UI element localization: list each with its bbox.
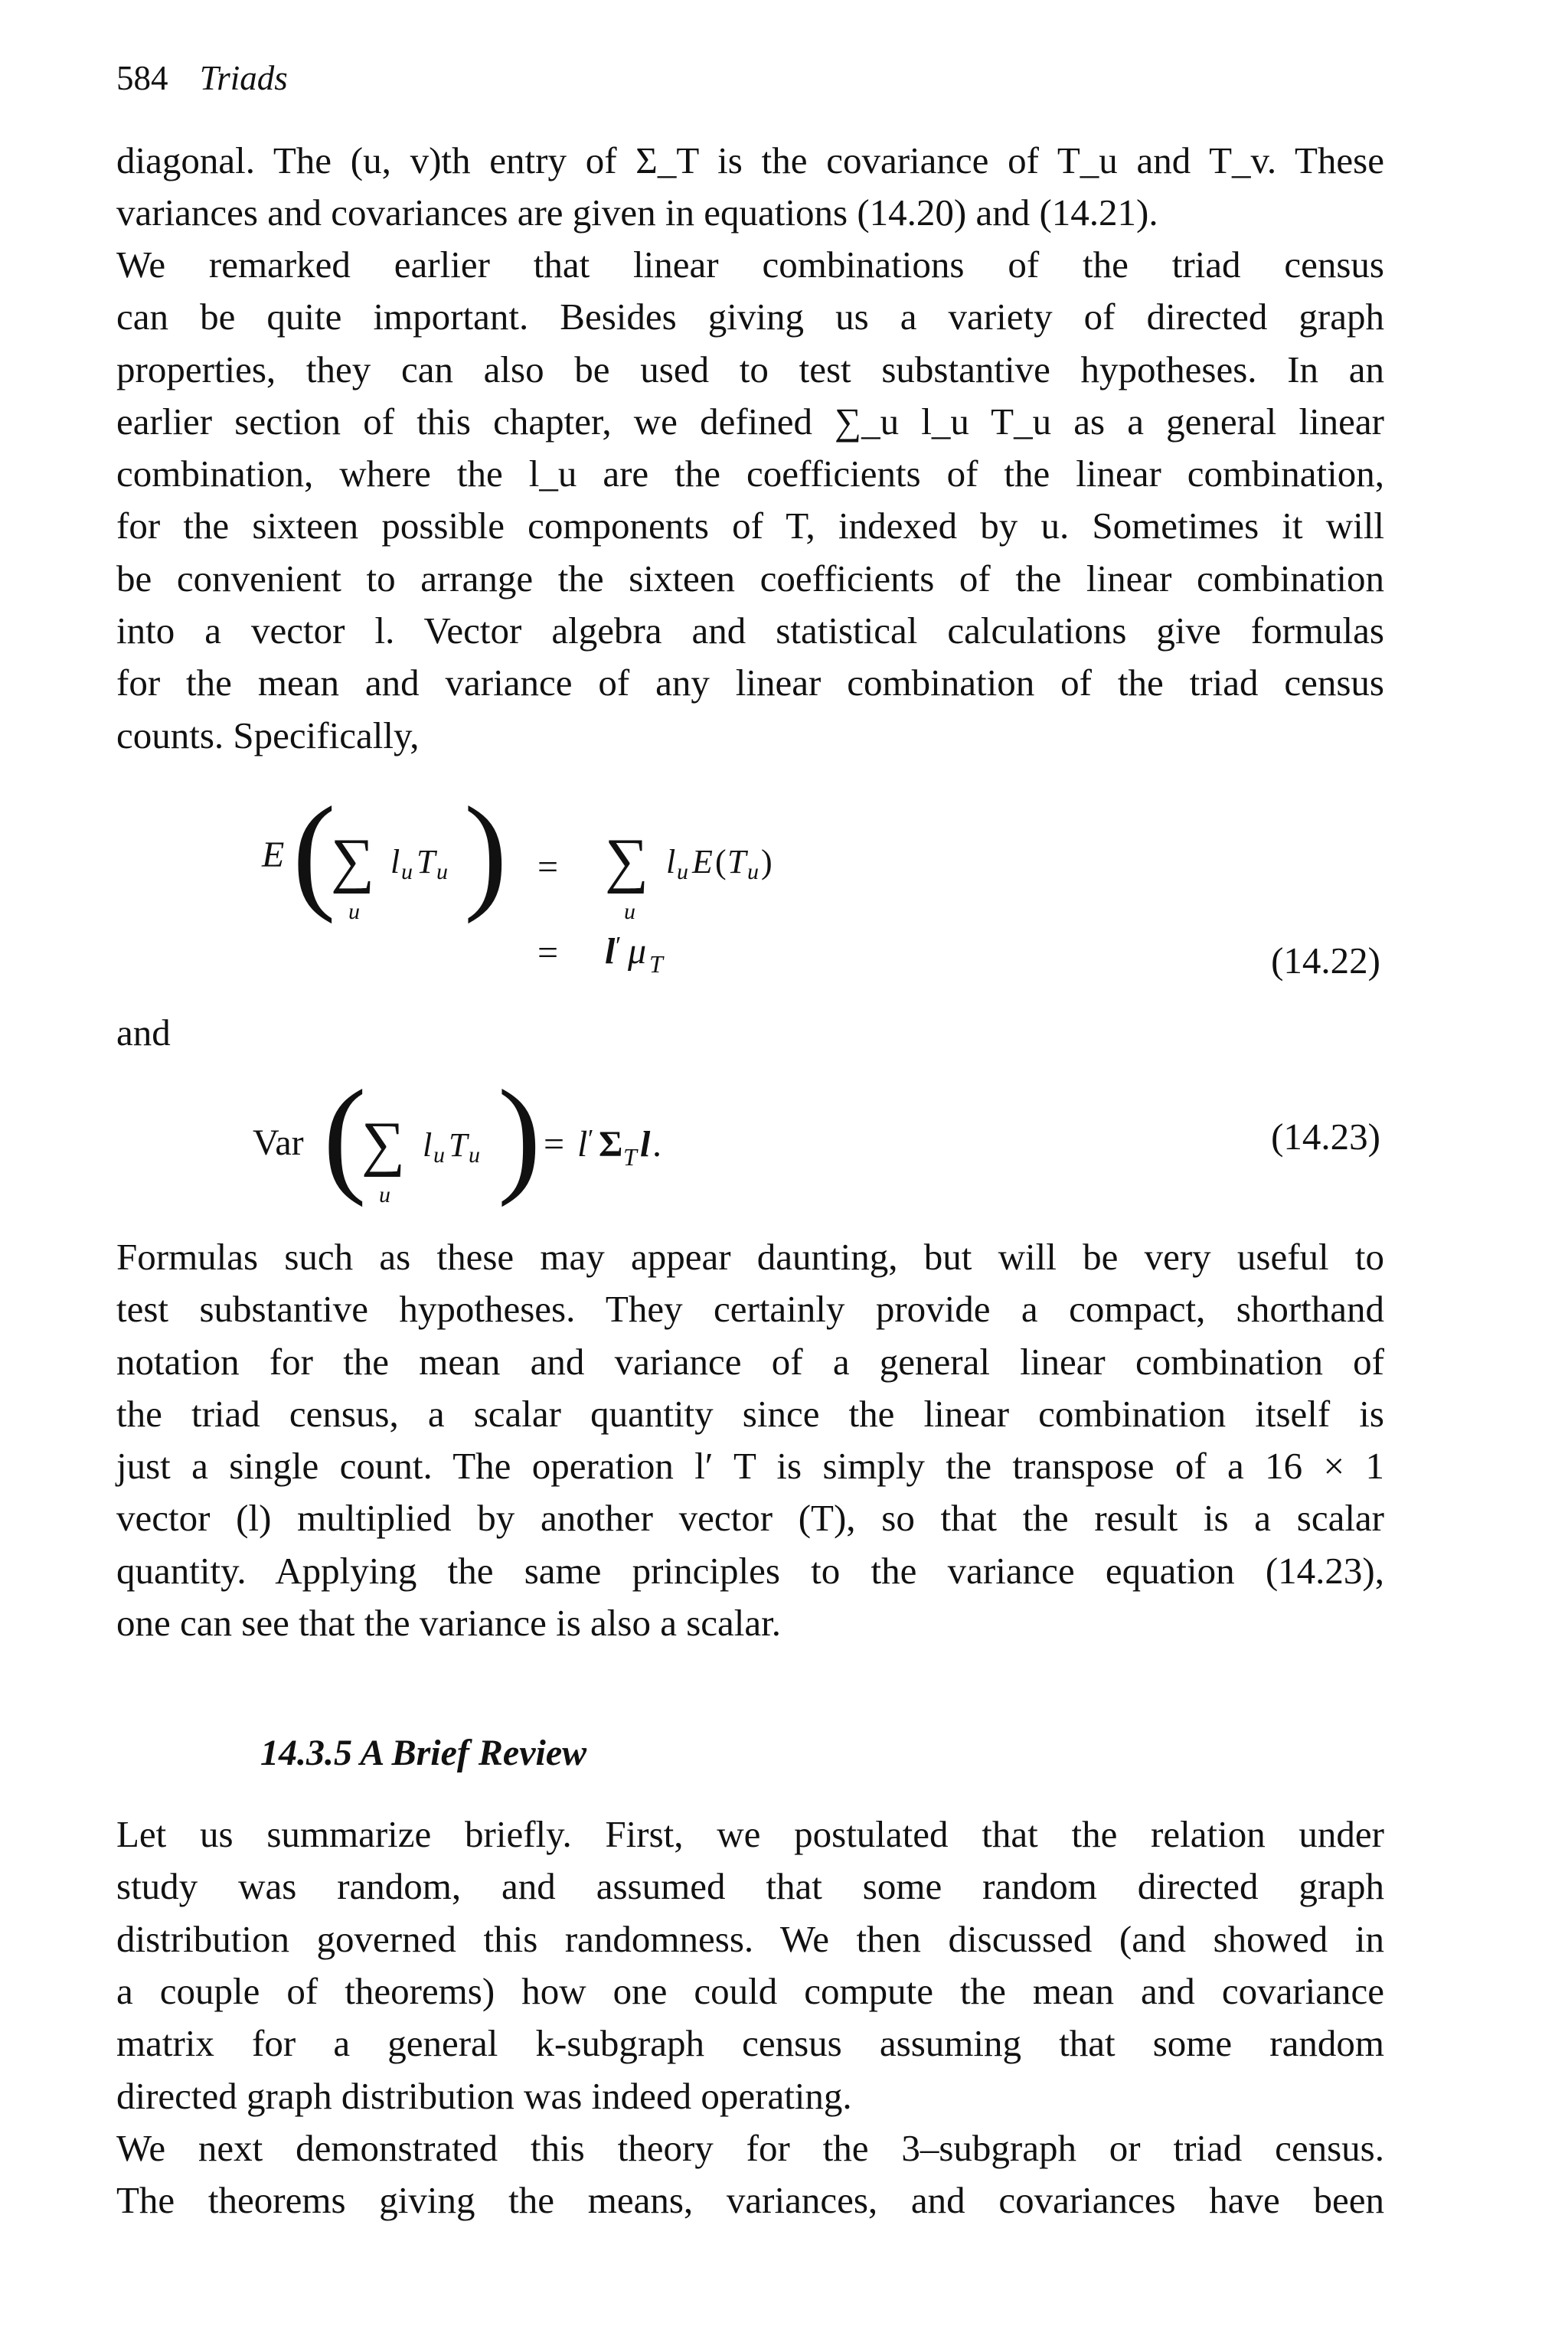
- svg-text:u: u: [624, 899, 635, 924]
- svg-text:∑: ∑: [605, 827, 649, 894]
- running-header: [116, 58, 288, 98]
- text-line: combination, where the l_u are the coefficients of the linear combination,: [116, 452, 1384, 495]
- text-line: study was random, and assumed that some random directed graph: [116, 1865, 1384, 1908]
- svg-text:=: =: [537, 847, 559, 887]
- svg-text:T: T: [727, 843, 746, 880]
- svg-text:u: u: [677, 859, 688, 884]
- text-line: for the sixteen possible components of T, indexed by u. Sometimes it will: [116, 505, 1384, 547]
- text-line: for the mean and variance of any linear combination of the triad census: [116, 662, 1384, 704]
- text-line: We next demonstrated this theory for the 3–subgraph or triad census.: [116, 2127, 1384, 2169]
- svg-text:l: l: [423, 1126, 433, 1164]
- paragraph-formulas-end: [116, 1597, 1384, 1649]
- paragraph-continued-end: [116, 187, 1384, 239]
- paragraph-summary: [116, 1808, 1384, 2070]
- svg-text:.: .: [652, 1124, 662, 1165]
- text-line: variances and covariances are given in equations (14.20) and (14.21).: [116, 191, 1158, 234]
- svg-text:l: l: [605, 931, 616, 972]
- svg-text:Σ: Σ: [599, 1124, 623, 1165]
- paragraph-continued: [116, 135, 1384, 187]
- svg-text:∑: ∑: [361, 1110, 406, 1178]
- text-line: just a single count. The operation l′ T is simply the transpose of a 16 × 1: [116, 1445, 1384, 1488]
- svg-text:u: u: [436, 859, 448, 884]
- text-line: vector (l) multiplied by another vector (T), so that the result is a scalar: [116, 1497, 1384, 1540]
- text-line: be convenient to arrange the sixteen coefficients of the linear combination: [116, 557, 1384, 600]
- text-line: The theorems giving the means, variances, and covariances have been: [116, 2179, 1384, 2222]
- svg-text:(: (: [715, 843, 727, 880]
- svg-text:′: ′: [616, 932, 622, 960]
- svg-text:′: ′: [588, 1125, 594, 1153]
- paragraph-next: [116, 2122, 1384, 2227]
- text-line: diagonal. The (u, v)th entry of Σ_T is the covariance of T_u and T_v. These: [116, 139, 1384, 181]
- text-line: can be quite important. Besides giving us a variety of directed graph: [116, 296, 1384, 338]
- sum-symbol: ∑: [331, 827, 375, 894]
- text-line: one can see that the variance is also a scalar.: [116, 1602, 781, 1644]
- connector-word: and: [116, 1011, 171, 1054]
- equation-14-23: [253, 1057, 1095, 1248]
- text-line: a couple of theorems) how one could compute the mean and covariance: [116, 1969, 1384, 2012]
- paragraph-linear-combinations-end: [116, 710, 1384, 762]
- paragraph-summary-end: [116, 2070, 1384, 2122]
- paragraph-formulas: [116, 1231, 1384, 1597]
- text-line: Formulas such as these may appear daunting, but will be very useful to: [116, 1236, 1384, 1278]
- svg-text:u: u: [433, 1142, 445, 1168]
- svg-text:): ): [498, 1063, 541, 1207]
- text-line: notation for the mean and variance of a general linear combination of: [116, 1340, 1384, 1383]
- svg-text:=: =: [544, 1124, 565, 1165]
- text-line: counts. Specifically,: [116, 714, 420, 756]
- page-number: 584: [116, 59, 168, 97]
- svg-text:l: l: [577, 1124, 588, 1165]
- svg-text:): ): [761, 843, 773, 880]
- svg-text:l: l: [640, 1124, 651, 1165]
- text-line: We remarked earlier that linear combinations of the triad census: [116, 243, 1384, 286]
- svg-text:u: u: [401, 859, 413, 884]
- svg-text:T: T: [623, 1143, 637, 1171]
- equation-number: (14.22): [1271, 939, 1380, 982]
- svg-text:T: T: [416, 843, 436, 880]
- svg-text:(: (: [323, 1063, 367, 1207]
- section-heading: 14.3.5 A Brief Review: [260, 1733, 587, 1773]
- svg-text:u: u: [348, 899, 360, 924]
- equation-number: (14.23): [1271, 1116, 1380, 1158]
- svg-text:u: u: [747, 859, 759, 884]
- variance-label: Var: [253, 1122, 304, 1163]
- svg-text:T: T: [449, 1126, 468, 1164]
- text-line: Let us summarize briefly. First, we postulated that the relation under: [116, 1813, 1384, 1855]
- text-line: quantity. Applying the same principles to the variance equation (14.23),: [116, 1549, 1384, 1592]
- running-title: Triads: [199, 59, 288, 97]
- svg-text:=: =: [537, 933, 559, 973]
- text-line: earlier section of this chapter, we defined ∑_u l_u T_u as a general linear: [116, 400, 1384, 443]
- text-line: matrix for a general k-subgraph census assuming that some random: [116, 2022, 1384, 2065]
- left-paren: (: [292, 781, 336, 924]
- expectation-symbol: E: [262, 835, 285, 875]
- text-line: test substantive hypotheses. They certainly provide a compact, shorthand: [116, 1288, 1384, 1331]
- svg-text:T: T: [649, 950, 663, 978]
- svg-text:μ: μ: [628, 931, 647, 972]
- text-line: distribution governed this randomness. We then discussed (and showed in: [116, 1917, 1384, 1960]
- svg-text:u: u: [469, 1142, 480, 1168]
- svg-text:u: u: [379, 1182, 390, 1207]
- svg-text:E: E: [692, 843, 713, 880]
- equation-14-22: [253, 781, 1401, 1011]
- text-line: directed graph distribution was indeed operating.: [116, 2075, 852, 2117]
- text-line: the triad census, a scalar quantity since the linear combination itself is: [116, 1392, 1384, 1435]
- svg-text:l: l: [390, 843, 400, 880]
- text-line: into a vector l. Vector algebra and statistical calculations give formulas: [116, 609, 1384, 652]
- text-line: properties, they can also be used to test substantive hypotheses. In an: [116, 348, 1384, 390]
- right-paren: ): [464, 781, 508, 924]
- svg-text:l: l: [666, 843, 676, 880]
- paragraph-linear-combinations: [116, 239, 1384, 710]
